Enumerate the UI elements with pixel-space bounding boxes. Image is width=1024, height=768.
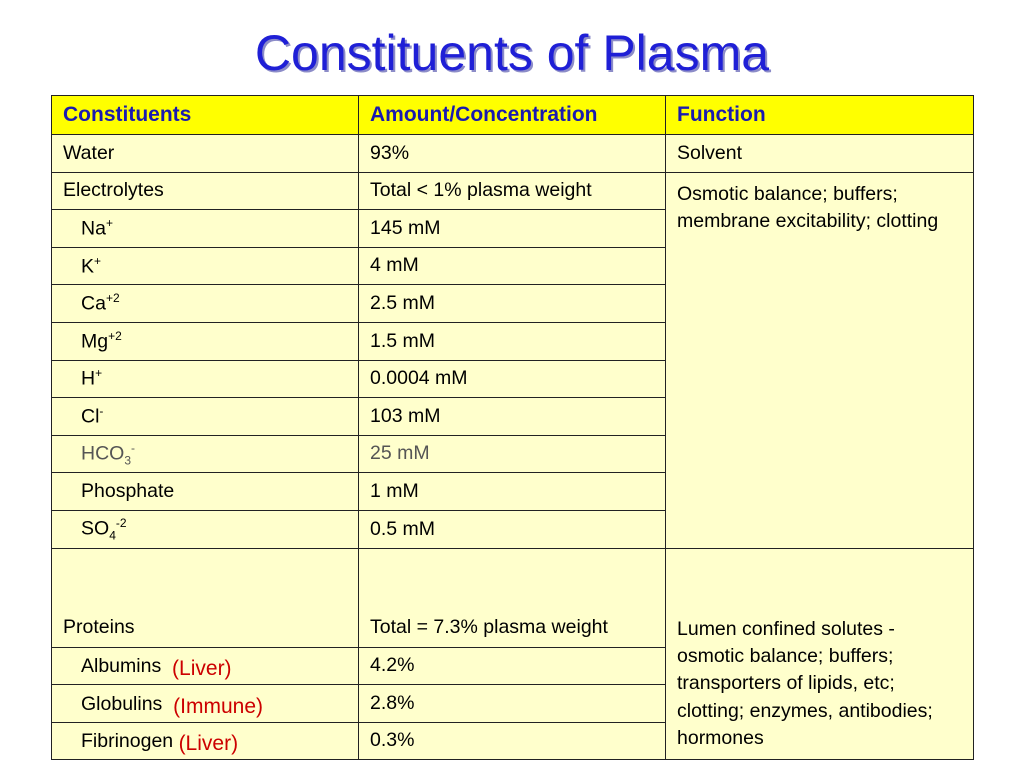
cell-constituent (52, 398, 359, 436)
ion-name: Mg (81, 330, 109, 353)
cell-constituent: Proteins (52, 548, 359, 647)
cell-amount: 2.8% (359, 685, 666, 723)
table-row-water (52, 135, 974, 173)
ion-name: SO (81, 517, 110, 540)
ion-charge: +2 (108, 328, 122, 343)
header-row (52, 96, 974, 135)
table-row-proteins (52, 548, 974, 647)
cell-constituent (52, 285, 359, 323)
ion-name: Cl (81, 405, 100, 428)
ion-charge: +2 (105, 291, 120, 306)
cell-amount: 0.3% (359, 722, 666, 760)
ion-name: Ca (81, 292, 106, 315)
ion-subscript: 4 (109, 528, 116, 543)
plasma-table (51, 95, 974, 760)
protein-name: Albumins (81, 655, 162, 678)
protein-source: (Liver) (178, 732, 239, 756)
cell-amount: 4.2% (359, 647, 666, 685)
cell-function-electrolytes: Osmotic balance; buffers; membrane excitability; clotting (666, 172, 974, 548)
cell-constituent (52, 247, 359, 285)
cell-amount: 1.5 mM (359, 322, 666, 360)
ion-name: Phosphate (81, 479, 175, 502)
cell-constituent (52, 647, 359, 685)
ion-name: K (81, 255, 95, 278)
ion-name: H (81, 367, 96, 390)
cell-constituent: Electrolytes (52, 172, 359, 210)
cell-constituent (52, 510, 359, 548)
header-constituents: Constituents (52, 96, 359, 135)
cell-amount: 0.0004 mM (359, 360, 666, 398)
cell-constituent (52, 360, 359, 398)
cell-amount: 103 mM (359, 398, 666, 436)
protein-name: Fibrinogen (81, 730, 174, 753)
cell-amount: 93% (359, 135, 666, 173)
ion-subscript: 3 (124, 453, 132, 468)
cell-constituent: Water (52, 135, 359, 173)
ion-charge: + (94, 253, 102, 268)
cell-constituent (52, 322, 359, 360)
cell-amount: 2.5 mM (359, 285, 666, 323)
cell-amount: 4 mM (359, 247, 666, 285)
ion-charge: - (99, 404, 104, 418)
cell-function: Solvent (666, 135, 974, 173)
ion-charge: - (131, 440, 136, 455)
ion-charge: + (95, 366, 103, 381)
protein-source: (Liver) (172, 657, 232, 681)
page-title: Constituents of Plasma (254, 25, 770, 81)
ion-charge: -2 (115, 515, 127, 530)
cell-constituent (52, 722, 359, 760)
cell-amount: 145 mM (359, 210, 666, 248)
table-row-electrolytes (52, 172, 974, 210)
protein-name: Globulins (81, 692, 163, 715)
cell-constituent (52, 685, 359, 723)
cell-function-proteins: Lumen confined solutes - osmotic balance; buffers; transporters of lipids, etc; clotting; enzymes, antibodies; hormones (666, 548, 974, 760)
cell-amount: 1 mM (359, 473, 666, 511)
cell-constituent (52, 210, 359, 248)
cell-amount: 0.5 mM (359, 510, 666, 548)
ion-charge: + (105, 216, 113, 231)
cell-amount: Total < 1% plasma weight (359, 172, 666, 210)
cell-amount: Total = 7.3% plasma weight (359, 548, 666, 647)
cell-constituent (52, 435, 359, 473)
cell-constituent (52, 473, 359, 511)
ion-name: HCO (81, 442, 125, 465)
header-function: Function (666, 96, 974, 135)
cell-amount: 25 mM (359, 435, 666, 473)
header-amount: Amount/Concentration (359, 96, 666, 135)
ion-name: Na (81, 217, 106, 240)
protein-source: (Immune) (173, 694, 263, 718)
